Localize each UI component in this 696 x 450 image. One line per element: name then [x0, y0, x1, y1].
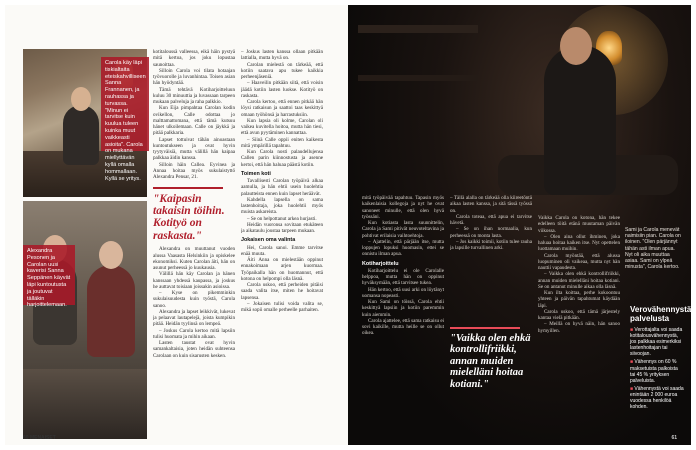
paragraph: – Se on helpottanut arkea hurjasti. — [247, 215, 317, 222]
person-head — [71, 87, 91, 111]
right-page — [348, 5, 691, 445]
paragraph: Kun ilta koittaa, perhe kokoontuu yhteen ja päivän tapahtumat käydään läpi. — [538, 290, 620, 309]
paragraph: Kun Carola nosti palaudellujensa Callen parin kiinnostusta ja asenne kertoi, että hän haluaa päästä kotiin. — [241, 149, 323, 168]
article-column-1 — [153, 49, 235, 435]
pull-quote-right: "Vaikka olen ehkä kontrollifriikki, annan muiden mielelläni hoitaa kotiani." — [450, 333, 531, 390]
paragraph: Välillä hän käy Carolan ja hänen kanssaan yhdessä kaupassa, ja joskus he auttavat toisiaan joissakin asioissa. — [153, 271, 235, 290]
article-column-5 — [538, 215, 620, 435]
paragraph: Hän kertoo, että uusi arki on löytänyt uomansa nopeasti. — [362, 286, 444, 299]
paragraph: Tämä tehtävä Kotiharjoitteluun kuluu 30 minuuttia ja luvassaan tarpeen mukaan palveluja ja raha palkkio. — [153, 86, 235, 105]
article-column-4 — [450, 195, 532, 305]
paragraph: – Siinä Calle oppii eniten kaikesta mitä ympärillä tapahtuu. — [241, 136, 323, 149]
paragraph: Carola toteaa, että apua ei tarvitse hävetä. — [450, 213, 532, 226]
sidebar-item — [630, 327, 684, 357]
paragraph: Alexandra on muuttanut vuoden alussa Vaasasta Helsinkiin ja opiskelee ekonomiksi. Kuten Carolan äiti, hän on asunut perheessä jo kuukausia. — [153, 246, 235, 271]
paragraph: – Vaikka olen ehkä kontrollifriikki, annan muiden mielelläni hoitaa kotiani. Se on antanut minulle aikaa olla läsnä. — [538, 271, 620, 290]
paragraph: Carola ajattelee, että sama ratkaisu ei sovi kaikille, mutta heille se on ollut oikea. — [362, 317, 444, 337]
person-head — [560, 27, 592, 65]
left-page — [5, 5, 348, 445]
paragraph: mitä työpäivää tapahtuu. Tapasin myös kaikenlaisia kollegoja ja nyt he ovat sanoneet minulle, että olen hyvä työssäni. — [362, 195, 444, 220]
paragraph: Kotiharjoittelu ei ole Carolalle helppoa, mutta hän on oppinut hyväksymään, että tarvitsee tukea. — [362, 267, 444, 287]
paragraph: Alexandra ja lapset leikkivät, lukevat ja pelaavat lautapelejä, joista kumpikin pitää. Heidän tyylinsä on lempeä. — [153, 308, 235, 328]
paragraph: – Joskus lasten kanssa ollaan pitkään lattialla, mutta hyvä on. — [241, 49, 323, 62]
paragraph: – Jokaisen tulisi voida valita se, mikä sopii omalle perheelle parhaiten. — [241, 300, 323, 313]
sidebar-item-text: Verottajalta voi saada kotitalousvähennystä, jos palkkaa esimerkiksi lastenhoitajan tai siivoojan. — [630, 327, 683, 358]
bullet-icon: ■ — [630, 327, 635, 333]
page-folio-right: 61 — [671, 435, 677, 441]
sidebar-title: Verovähennystä palvelusta — [630, 305, 691, 323]
person-right — [87, 265, 135, 357]
paragraph: – Tällä alalla on tärkeää olla kiireetöntä aikaa lasten kanssa, ja sitä tässä työssä on. — [450, 195, 532, 214]
paragraph: kotitaloussä valleessa, eikä häin pystyä mitä kertoa, jos joku lopustaa saunoittaa. — [153, 49, 235, 68]
paragraph: Kun lapsia oli kolme, Carolan oli vaikea kuvitella hoitoa, mutta hän tiesi, että avun pyytäminen kannattaa. — [241, 117, 323, 137]
pull-quote: "Kaipasin takaisin töihin. Kotityö on raskasta." — [153, 193, 225, 242]
paragraph: Lasten taustat ovat hyvin samankaltaisia, joten heidän suhteensa Carolaan on kuin sisarusten kesken. — [153, 340, 235, 359]
subheading: Kotiharjoittelu — [362, 260, 399, 267]
paragraph: Lapset tottuivat tähän ainoastaan kuntoutukseen ja ovat hyvin tyytyväisiä, mutta välillä hän kaipaa palkkaa äidin kanssa. — [153, 136, 235, 162]
magazine-spread — [5, 5, 691, 445]
subheading: Jokaisen oma valinta — [241, 237, 296, 244]
paragraph: Vaikka Carola on kotona, hän tekee edelleen töitä etänä muutaman päivän viikossa. — [538, 215, 620, 234]
paragraph: Silloin häin Callea. Eyvinea ja Annaa hoitaa myös sukulaistyttö Alexandra Pensar, 21. — [153, 161, 235, 180]
person — [544, 45, 616, 195]
paragraph: – Se on ihan normaalia, kun perheessä on monta lasta. — [450, 226, 532, 239]
paragraph: Carola kertoo, että ennen pitkää hän löysi ratkaisun ja saattoi taas keskittyä omaan työhönsä ja harrastuksiin. — [241, 99, 323, 118]
paragraph: Tavallisesti Carolan työpäivä alkaa aamulla, ja hän ehtii usein huolehtia palautteista ennen kuin lapset heräävät. — [241, 178, 323, 197]
paragraph: Äiti Anna on mielestään oppinut ennakoimaan arjen kuormaa. Työpaikalla hän on huomannut, että kotona on helpompi olla läsnä. — [241, 257, 323, 282]
paragraph: Carolan mielestä on tärkeää, että kotiin saatava apu tukee kaikkia perheenjäseniä. — [241, 61, 323, 80]
paragraph: – Haaveilin pitkään siitä, että voisin jäädä kotiin lasten luokse. Kotityö on raskasta. — [241, 80, 323, 99]
sidebar-item-text: Vähennystä voi saada enintään 2 000 euroa vuodessa henkilöä kohden. — [630, 385, 684, 411]
subheading: Toimen koti — [241, 170, 271, 177]
paragraph: – Joskus Carola kertoo mitä lapsiin tulisi huomata ja mihin aikaan. — [153, 327, 235, 340]
paragraph: – Meillä on hyvä näin, hän sanoo hymyillen. — [538, 321, 620, 334]
photo-caption-right: Sami ja Carola menevät naimisiin pian. Carola on iloinen. "Olen pärjännyt tähän asti ilman apua. Nyt oli aika muuttaa asiaa. Sami on ylpeä minusta", Carola kertoo. — [625, 227, 681, 271]
paragraph: Carola uskoo, että tämä järjestely kantaa vielä pitkään. — [538, 308, 620, 321]
pull-quote-rule — [450, 327, 520, 329]
bullet-icon: ■ — [630, 359, 635, 366]
shelf — [358, 75, 478, 81]
page-folio-left: 60 MENAISET — [23, 435, 56, 441]
paragraph: – Ajattelin, että pärjään itse, mutta loppujen lopuksi huomasin, ettei se onnistu ilman apua. — [362, 238, 444, 258]
paragraph: Kun Sami on töissä, Carola ehtii keskittyä lapsiin ja kotiin paremmin kuin aiemmin. — [362, 299, 444, 318]
paragraph: Hei, Carola sanoi. Emme tarvitse enää muuta. — [241, 244, 323, 257]
paragraph: Heidän vuoronsa sovitaan etukäteen ja aikataulu joustaa tarpeen mukaan. — [241, 221, 323, 234]
paragraph: – Jos kaikki toimii, kotiin tulee rauha ja lapsille turvallinen arki. — [450, 238, 532, 251]
bullet-icon: ■ — [630, 385, 635, 392]
photo-caption-bottom: Alexandra Pesonen ja Carolan uusi kaverisi Sanna Seppänen käyvät läpi kuntoutusta ja joutuvat tälläkin harjoittelemaan. — [23, 245, 75, 305]
paragraph: – Kyse on pikemminkin sukulaisuudesta kuin työstä, Carola sanoo. — [153, 290, 235, 309]
sidebar-item-text: Vähennys on 60 % maksetuista palkoista tai 45 % yrityksen palveluista. — [630, 359, 678, 384]
person-right-head — [99, 241, 123, 269]
article-column-2 — [241, 49, 323, 435]
paragraph: Kun kotiasta lasta suunnittelin, Carola ja Sami pitivät neuvoteltavina ja pohtivat erilaisia vaihtoehtoja. — [362, 220, 444, 239]
paragraph: Carola myöntää, että alussa luopuminen oli vaikeaa, mutta nyt hän nauttii vapaudesta. — [538, 252, 620, 271]
paragraph: Kahdella lapsella on sama lastenhoitaja, joka huolehtii myös muista askareista. — [241, 196, 323, 216]
shelf — [358, 25, 478, 33]
article-column-3 — [362, 195, 444, 435]
sidebar-item — [630, 359, 684, 383]
sidebar-item — [630, 386, 684, 410]
paragraph: Carola uskoo, että perheiden pitäisi saada valita itse, miten he hoitavat lapsensa. — [241, 282, 323, 301]
person — [63, 105, 99, 165]
photo-caption-top: Carola käy läpi tiskialtaita eteiskahvilliseen Sanna Frannanen, ja rauhassa ja turvassa. "Minun ei tarvitse kuin kuulua tuleen kuinka muut vaikkeasti asioita". Carola on mukana miellyttävän kyllä omalla hommallaan. Kyllä se yritys. — [101, 57, 149, 151]
photo-alexandra-and-carola — [23, 201, 147, 439]
paragraph: Silloin Carola voi tilata hotaajan työvuorolle ja luvanhintaa. Toisen asian hän hyödyntää. — [153, 67, 235, 87]
pull-quote-rule — [153, 187, 223, 189]
paragraph: – Olen aina ollut ihminen, joka haluaa hoitaa kaiken itse. Nyt opettelen luottamaan muihin. — [538, 233, 620, 253]
sidebar-tax-deduction — [630, 305, 691, 435]
paragraph: Kun Eija pimpahtaa Carolan kodin ovikellon, Calle odottaa jo malttamattomana, että tämä kutsuu hänet ulkoilemaan. Calle on jäykkä ja pitää palkkaria. — [153, 105, 235, 137]
floor — [23, 369, 147, 439]
